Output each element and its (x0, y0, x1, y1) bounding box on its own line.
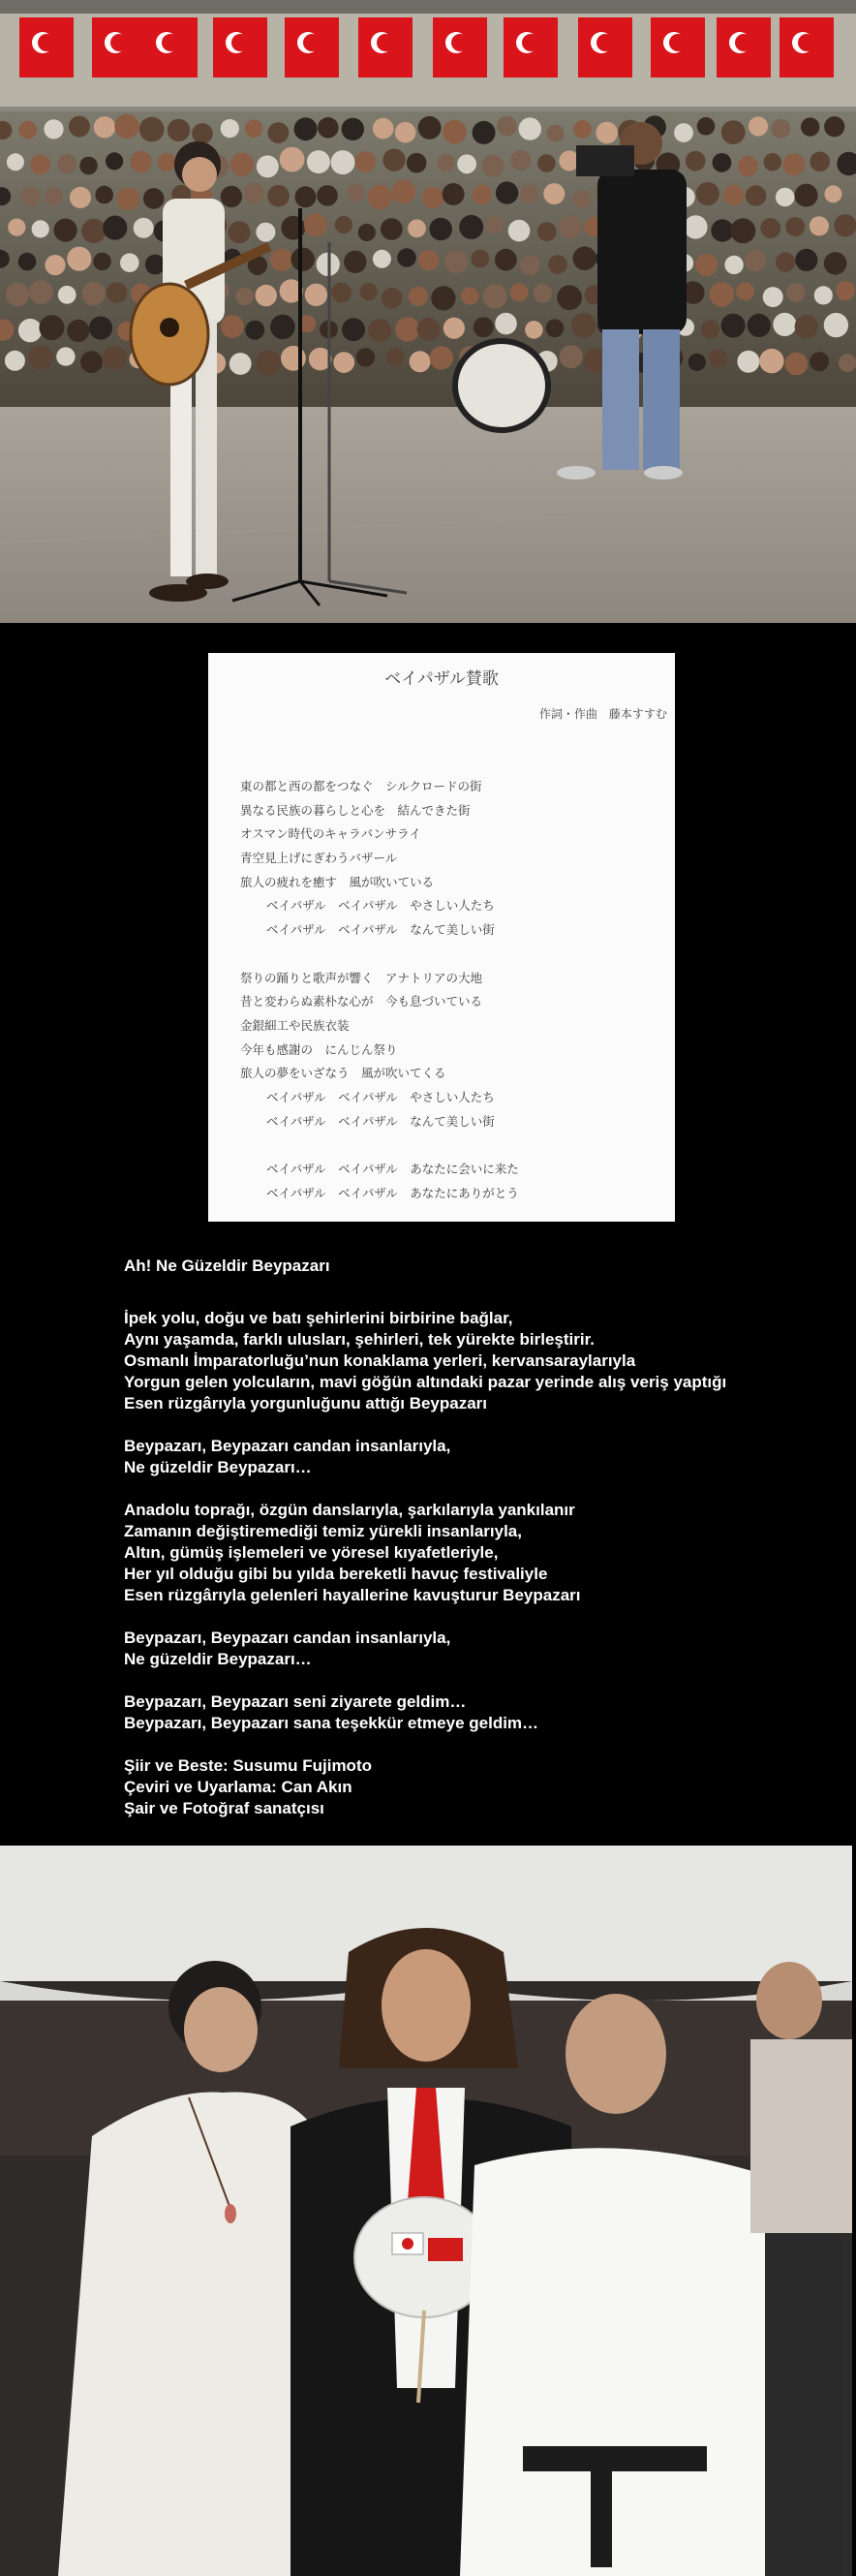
concert-photo (0, 0, 856, 623)
turkish-flag-icon (285, 17, 339, 78)
lyric-line: 金銀細工や民族衣装 (240, 1017, 350, 1033)
group-portrait-photo (0, 1846, 852, 2576)
turkish-flag-icon (143, 17, 198, 78)
lyric-line: 今年も感謝の にんじん祭り (240, 1041, 398, 1057)
lyric-line: ベイパザル ベイパザル なんて美しい街 (266, 922, 495, 938)
lyric-sheet-lines (240, 775, 659, 1205)
turkish-flag-icon (92, 17, 146, 78)
lyric-line: 旅人の夢をいざなう 風が吹いてくる (240, 1066, 446, 1081)
lyric-line: 旅人の疲れを癒す 風が吹いている (240, 874, 435, 889)
poem-line: Beypazarı, Beypazarı seni ziyarete geldim… (124, 1692, 467, 1711)
lyric-line: オスマン時代のキャラバンサライ (240, 826, 421, 842)
turkish-flag-icon (358, 17, 413, 78)
poem-line: Her yıl olduğu gibi bu yılda bereketli havuç festivaliyle (124, 1565, 548, 1583)
turkish-flag-icon (578, 17, 632, 78)
turkish-flag-icon (433, 17, 487, 78)
poem-line: Osmanlı İmparatorluğu’nun konaklama yerleri, kervansaraylarıyla (124, 1351, 636, 1370)
poem-line: Altın, gümüş işlemeleri ve yöresel kıyafetleriyle, (124, 1543, 499, 1562)
lyric-line (240, 943, 659, 967)
poem-title: Ah! Ne Güzeldir Beypazarı (124, 1257, 330, 1275)
turkish-flag-icon (19, 17, 74, 78)
poem-line: Esen rüzgârıyla gelenleri hayallerine kavuşturur Beypazarı (124, 1586, 581, 1604)
lyric-line: ベイパザル ベイパザル あなたにありがとう (266, 1185, 519, 1200)
lyric-line: 青空見上げにぎわうバザール (240, 851, 398, 866)
turkish-flag-icon (213, 17, 267, 78)
lyric-sheet-title: ベイパザル賛歌 (384, 669, 499, 689)
lyric-line: 東の都と西の都をつなぐ シルクロードの街 (240, 779, 482, 793)
poem-line: İpek yolu, doğu ve batı şehirlerini birbirine bağlar, (124, 1309, 513, 1327)
poem-line: Beypazarı, Beypazarı candan insanlarıyla, (124, 1629, 451, 1647)
poem-line: Yorgun gelen yolcuların, mavi göğün altındaki pazar yerinde alış veriş yaptığı (124, 1373, 727, 1391)
lyric-line: ベイパザル ベイパザル なんて美しい街 (266, 1113, 495, 1129)
poem-line: Beypazarı, Beypazarı candan insanlarıyla, (124, 1437, 451, 1455)
lyric-line: ベイパザル ベイパザル やさしい人たち (266, 1089, 495, 1104)
lyric-sheet (208, 653, 675, 1222)
poem-line: Çeviri ve Uyarlama: Can Akın (124, 1778, 352, 1796)
poem-line: Ne güzeldir Beypazarı… (124, 1650, 312, 1668)
poem-line: Zamanın değiştiremediği temiz yürekli insanlarıyla, (124, 1522, 522, 1540)
poem-line: Şair ve Fotoğraf sanatçısı (124, 1799, 324, 1817)
turkish-flag-icon (780, 17, 834, 78)
poem-line: Aynı yaşamda, farklı ulusları, şehirleri, tek yürekte birleştirir. (124, 1330, 595, 1349)
lyric-line: ベイパザル ベイパザル やさしい人たち (266, 898, 495, 914)
poem-line: Şiir ve Beste: Susumu Fujimoto (124, 1756, 372, 1775)
lyric-line (240, 1133, 659, 1158)
poem-line: Anadolu toprağı, özgün danslarıyla, şarkılarıyla yankılanır (124, 1501, 575, 1519)
poem-line: Esen rüzgârıyla yorgunluğunu attığı Beypazarı (124, 1394, 488, 1412)
turkish-flag-icon (504, 17, 558, 78)
lyric-line: 祭りの踊りと歌声が響く アナトリアの大地 (240, 970, 483, 985)
lyric-line: ベイパザル ベイパザル あなたに会いに来た (266, 1162, 519, 1176)
lyric-line: 異なる民族の暮らしと心を 結んできた街 (240, 802, 471, 818)
poem-line: Ne güzeldir Beypazarı… (124, 1458, 312, 1476)
lyric-line: 昔と変わらぬ素朴な心が 今も息づいている (240, 994, 483, 1009)
turkish-flag-icon (651, 17, 705, 78)
lyric-sheet-credit: 作詞・作曲 藤本すすむ (538, 707, 667, 721)
poem-line: Beypazarı, Beypazarı sana teşekkür etmeye geldim… (124, 1714, 539, 1732)
turkish-flag-icon (717, 17, 771, 78)
